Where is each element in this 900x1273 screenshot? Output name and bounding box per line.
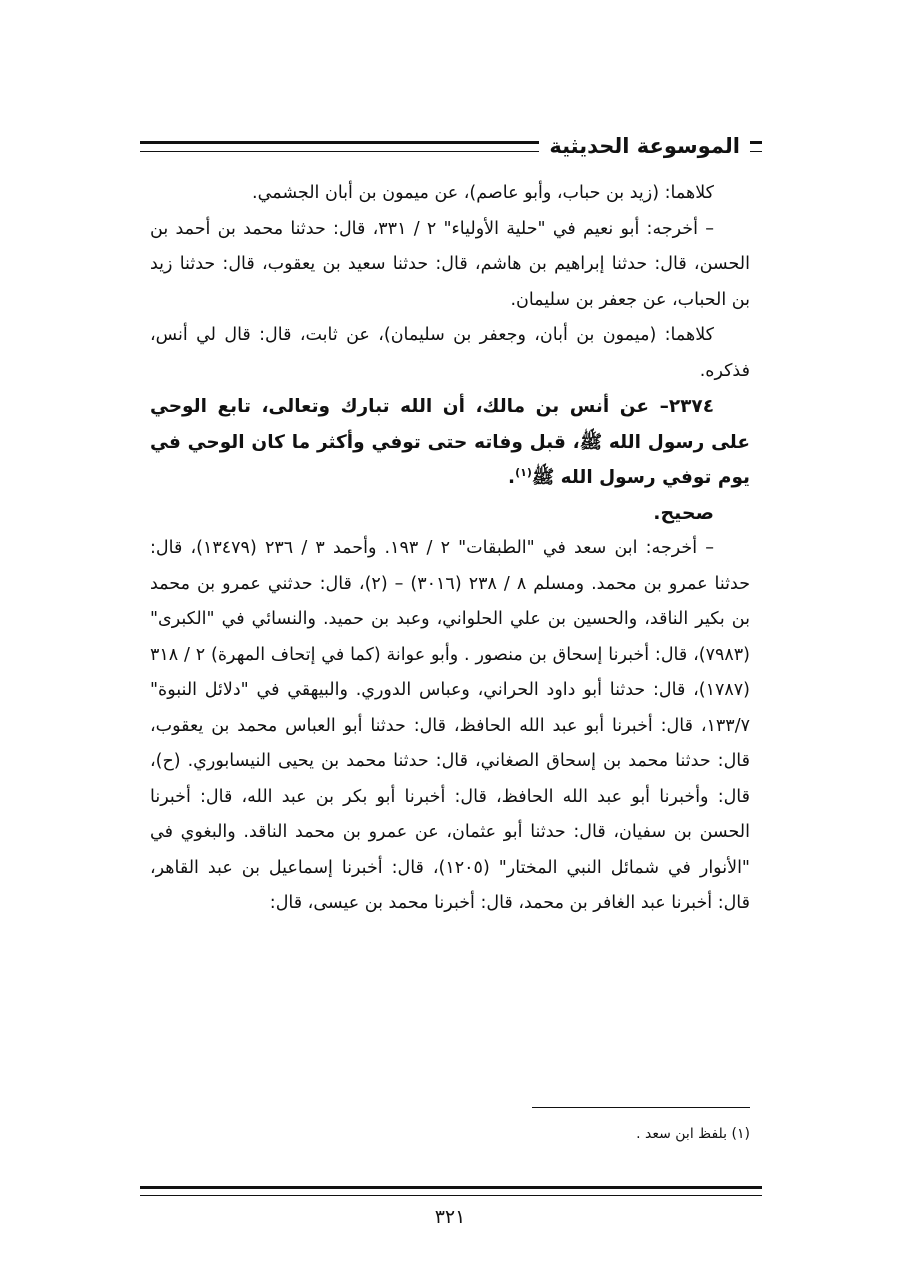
paragraph: كلاهما: (ميمون بن أبان، وجعفر بن سليمان)، عن ثابت، قال: قال لي أنس، فذكره. <box>150 325 750 381</box>
hadith-grade: صحيح. <box>653 501 714 524</box>
header-rule-left <box>140 141 539 152</box>
footer-rule <box>140 1186 762 1196</box>
hadith-end: . <box>508 467 516 488</box>
hadith-text <box>150 389 750 496</box>
footnote-reference[interactable]: (١) <box>515 465 532 479</box>
footnote-divider <box>532 1107 750 1108</box>
paragraph: – أخرجه: أبو نعيم في "حلية الأولياء" ٢ / ٣٣١، قال: حدثنا محمد بن أحمد بن الحسن، قال: حدثنا إبراهيم بن هاشم، قال: حدثنا سعيد بن يعقوب، قال: حدثنا زيد بن الحباب، عن جعفر بن سليمان. <box>150 218 750 310</box>
page-body <box>150 176 750 922</box>
footnote: (١) بلفظ ابن سعد . <box>636 1126 750 1142</box>
takhrij-paragraph: – أخرجه: ابن سعد في "الطبقات" ٢ / ١٩٣. وأحمد ٣ / ٢٣٦ (١٣٤٧٩)، قال: حدثنا عمرو بن محمد. ومسلم ٨ / ٢٣٨ (٣٠١٦) – (٢)، قال: حدثني عمرو بن محمد بن بكير الناقد، والحسين بن علي الحلواني، وعبد بن حميد. والنسائي في "الكبرى" (٧٩٨٣)، قال: أخبرنا إسحاق بن منصور . وأبو عوانة (كما في إتحاف المهرة) ٢ / ٣١٨ (١٧٨٧)، قال: حدثنا أبو داود الحراني، وعباس الدوري. والبيهقي في "دلائل النبوة" ١٣٣/٧، قال: أخبرنا أبو عبد الله الحافظ، قال: حدثنا أبو العباس محمد بن يعقوب، قال: حدثنا محمد بن إسحاق الصغاني، قال: حدثنا محمد بن يحيى النيسابوري. (ح)، قال: وأخبرنا أبو عبد الله الحافظ، قال: أخبرنا أبو بكر بن عبد الله، قال: أخبرنا الحسن بن سفيان، قال: حدثنا أبو عثمان، عن عمرو بن محمد الناقد. والبغوي في "الأنوار في شمائل النبي المختار" (١٢٠٥)، قال: أخبرنا إسماعيل بن عبد القاهر، قال: أخبرنا عبد الغافر بن محمد، قال: أخبرنا محمد بن عيسى، قال: <box>150 538 751 913</box>
paragraph: كلاهما: (زيد بن حباب، وأبو عاصم)، عن ميمون بن أبان الجشمي. <box>252 183 714 203</box>
header-title: الموسوعة الحديثية <box>549 134 740 158</box>
page-number: ٣٢١ <box>434 1206 466 1228</box>
running-header <box>140 128 762 164</box>
hadith-body: ٢٣٧٤– عن أنس بن مالك، أن الله تبارك وتعالى، تابع الوحي على رسول الله ﷺ، قبل وفاته حتى توفي وأكثر ما كان الوحي في يوم توفي رسول الله ﷺ <box>150 396 750 488</box>
header-rule-right <box>750 141 762 152</box>
